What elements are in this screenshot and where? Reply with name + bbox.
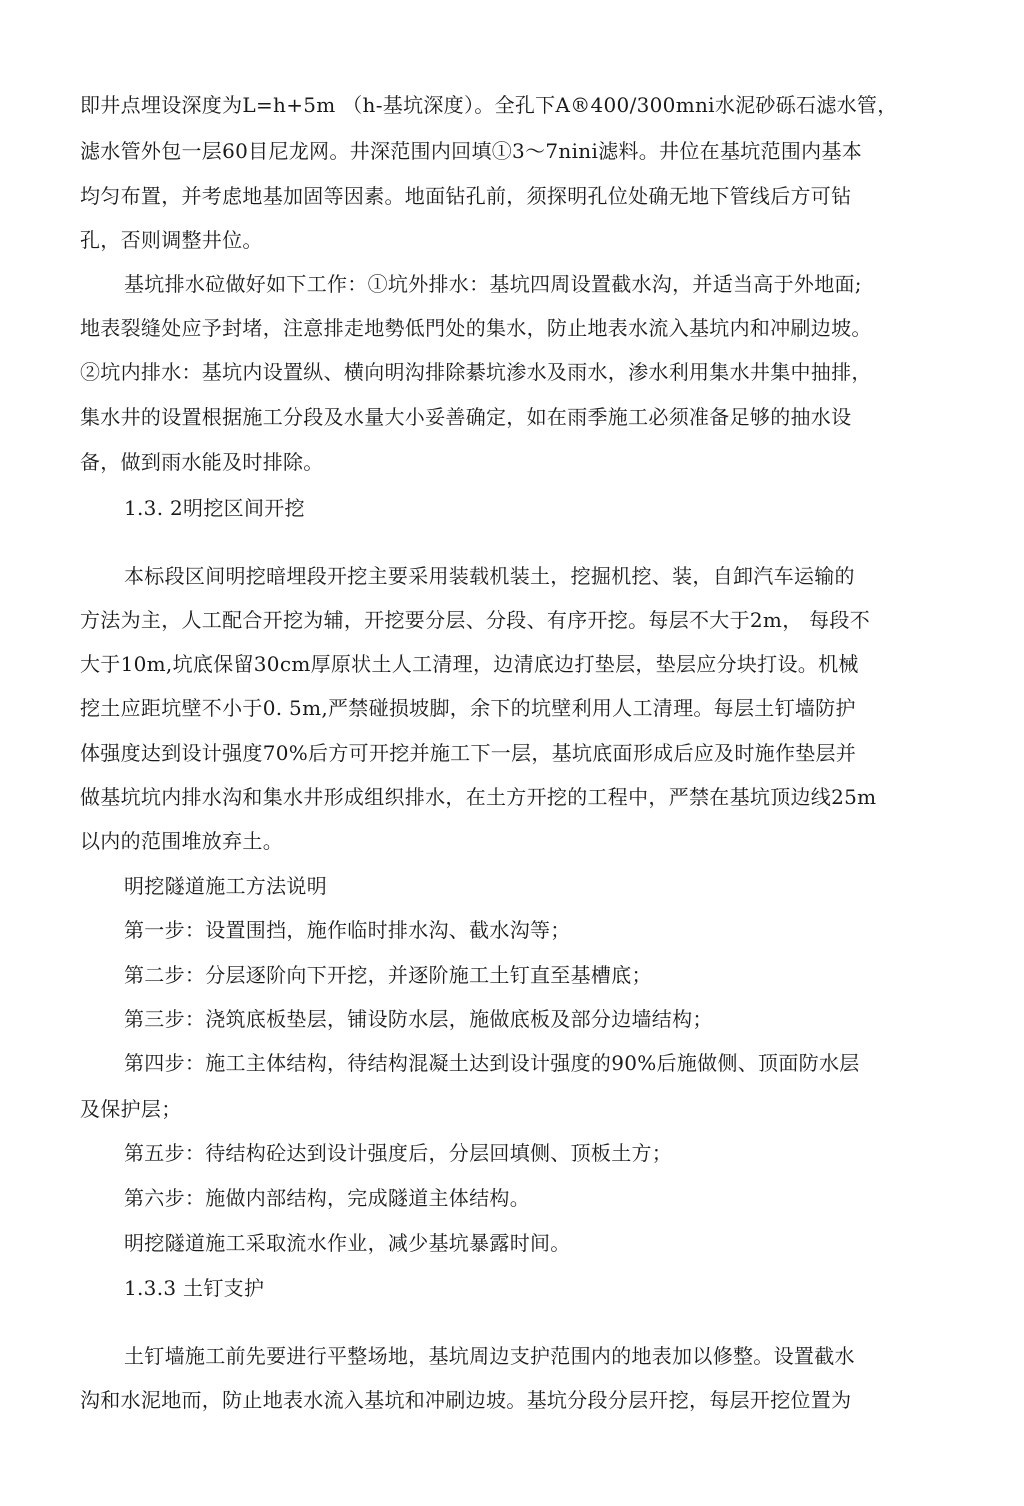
step-4-continued: 及保护层；: [80, 1097, 182, 1121]
p2-line-2: 地表裂缝处应予封堵，注意排走地勢低門处的集水，防止地表水流入基坑内和冲刷边坡。: [80, 316, 872, 340]
p2-line-1: 基坑排水砬做好如下工作：①坑外排水：基坑四周设置截水沟，并适当高于外地面;: [124, 272, 862, 296]
step-1: 第一步：设置围挡，施作临时排水沟、截水沟等；: [124, 918, 571, 942]
p3-line-6: 做基坑坑内排水沟和集水井形成组织排水，在土方开挖的工程中，严禁在基坑顶边线25m: [80, 785, 877, 809]
p4-line-1: 土钉墙施工前先要进行平整场地，基坑周边支护范围内的地表加以修整。设置截水: [124, 1344, 855, 1368]
method-title: 明挖隧道施工方法说明: [124, 874, 327, 898]
section-heading-1-3-3: 1.3.3 土钉支护: [124, 1276, 265, 1300]
step-3: 第三步：浇筑底板垫层，铺设防水层，施做底板及部分边墙结构；: [124, 1007, 713, 1031]
p3-line-1: 本标段区间明挖暗埋段开挖主要采用装载机装土，挖掘机挖、装，自卸汽车运输的: [124, 564, 855, 588]
p4-line-2: 沟和水泥地而，防止地表水流入基坑和冲刷边坡。基坑分段分层幵挖，每层开挖位置为: [80, 1388, 852, 1412]
p1-line-3: 均匀布置，并考虑地基加固等因素。地面钻孔前，须探明孔位处确无地下管线后方可钻: [80, 184, 852, 208]
p3-line-4: 挖土应距坑壁不小于0. 5m,严禁碰损坡脚，余下的坑壁利用人工清理。每层土钉墙防护: [80, 696, 856, 720]
step-2: 第二步：分层逐阶向下开挖，并逐阶施工土钉直至基槽底；: [124, 963, 652, 987]
p3-line-3: 大于10m,坑底保留30cm厚原状土人工清理，边清底边打垫层，垫层应分块打设。机械: [80, 652, 859, 676]
flow-note: 明挖隧道施工采取流水作业，减少基坑暴露时间。: [124, 1231, 571, 1255]
step-5: 第五步：待结构砼达到设计强度后，分层回填侧、顶板土方；: [124, 1141, 673, 1165]
p2-line-3: ②坑内排水：基坑内设置纵、横向明沟排除綦坑渗水及雨水，渗水利用集水井集中抽排，: [80, 360, 872, 384]
p3-line-5: 体强度达到设计强度70%后方可开挖并施工下一层，基坑底面形成后应及时施作垫层并: [80, 741, 857, 765]
section-heading-1-3-2: 1.3. 2明挖区间开挖: [124, 496, 305, 520]
p1-line-1: 即井点埋设深度为L=h+5m （h-基坑深度）。全孔下A®400/300mni水泥砂砾石滤水管，: [80, 93, 898, 117]
p2-line-5: 备，做到雨水能及时排除。: [80, 450, 324, 474]
step-4: 第四步：施工主体结构，待结构混凝土达到设计强度的90%后施做侧、顶面防水层: [124, 1051, 860, 1075]
p1-line-2: 滤水管外包一层60目尼龙网。井深范围内回填①3～7nini滤料。井位在基坑范围内基本: [80, 139, 863, 163]
step-6: 第六步：施做内部结构，完成隧道主体结构。: [124, 1186, 530, 1210]
p2-line-4: 集水井的设置根据施工分段及水量大小妥善确定，如在雨季施工必须准备足够的抽水设: [80, 405, 852, 429]
p1-line-4: 孔，否则调整井位。: [80, 228, 263, 252]
p3-line-7: 以内的范围堆放弃土。: [80, 829, 283, 853]
p3-line-2: 方法为主，人工配合开挖为辅，开挖要分层、分段、有序开挖。每层不大于2m， 每段不: [80, 608, 871, 632]
